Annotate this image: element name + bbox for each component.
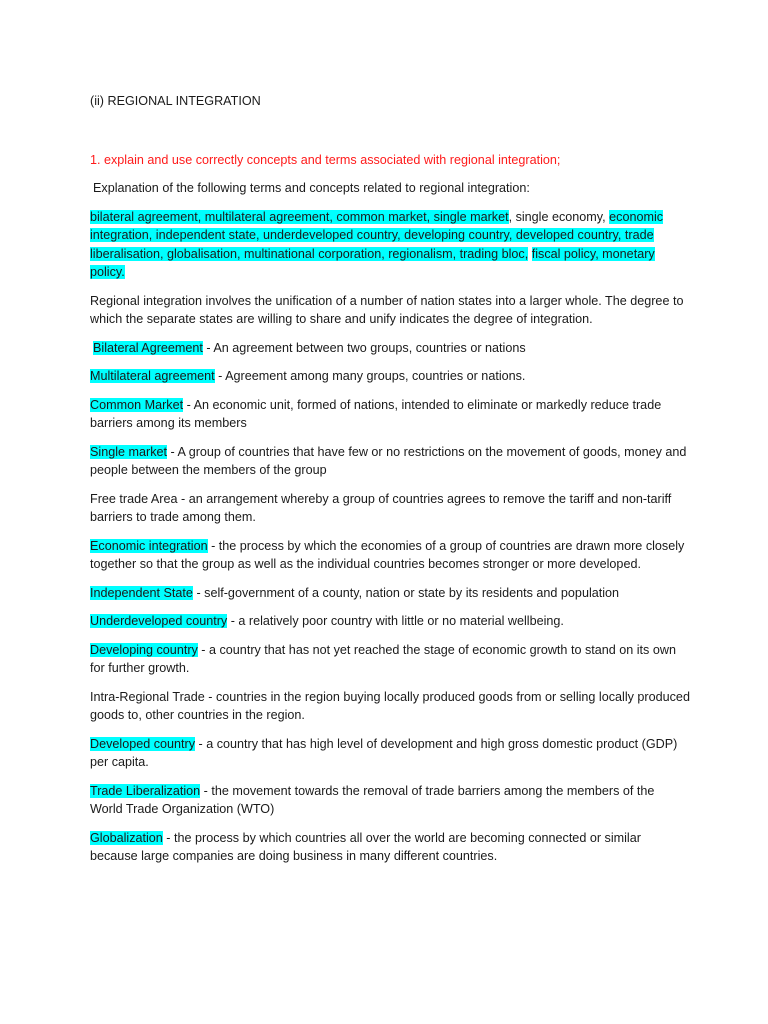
definition-term: Free trade Area [90,491,178,506]
definition-free-trade-area [90,490,690,527]
highlighted-terms-2: economic integration, independent state, underdeveloped country, developing country, developed country, trade liberalisation, globalisation, multinational corporation, regionalism, trading bloc, [90,209,664,261]
definition-text: - An economic unit, formed of nations, intended to eliminate or markedly reduce trade barriers among its members [90,397,662,430]
definition-text: - an arrangement whereby a group of countries agrees to remove the tariff and non-tariff barriers to trade among them. [90,491,672,524]
definition-term: Bilateral Agreement [93,340,203,355]
definition-text: - a relatively poor country with little or no material wellbeing. [227,614,564,628]
definition-term: Multilateral agreement [90,369,215,383]
intro-text: Explanation of the following terms and concepts related to regional integration: [93,181,530,195]
definition-text: - self-government of a county, nation or state by its residents and population [192,585,620,600]
plain-terms: , single economy, [508,209,610,224]
definition-term: Independent State [90,585,193,600]
definition-underdeveloped-country [90,612,690,631]
definition-intra-regional-trade [90,688,690,725]
definition-term: Intra-Regional Trade [90,689,205,704]
section-heading: (ii) REGIONAL INTEGRATION [90,94,261,108]
highlighted-terms-3: fiscal policy, monetary policy. [90,246,655,279]
learning-objective: 1. explain and use correctly concepts and terms associated with regional integration; [90,152,561,167]
definition-bilateral [93,339,690,358]
definition-text: - Agreement among many groups, countries or nations. [214,369,526,383]
definition-developing-country [90,641,690,678]
definition-term: Trade Liberalization [90,783,201,798]
term-list-paragraph [90,208,690,282]
definition-trade-liberalization [90,782,690,819]
overview-paragraph: Regional integration involves the unification of a number of nation states into a larger whole. The degree to which the separate states are willing to share and unify indicates the degree of integration. [90,293,684,326]
definition-single-market [90,443,690,480]
definition-text: - the process by which countries all over the world are becoming connected or similar because large companies are doing business in many different countries. [90,830,641,863]
definition-common-market [90,396,690,433]
definition-text: - countries in the region buying locally produced goods from or selling locally produced goods to, other countries in the region. [90,689,690,722]
definition-term: Globalization [90,830,163,845]
definition-term: Developed country [90,736,196,751]
definition-independent-state [90,584,690,603]
definition-term: Common Market [90,397,184,412]
definition-text: - the process by which the economies of a group of countries are drawn more closely together so that the group as well as the individual countries becomes stronger or more developed. [90,538,685,571]
definition-text: - a country that has not yet reached the stage of economic growth to stand on its own for further growth. [90,642,676,675]
definition-term: Single market [90,444,167,459]
document-page [90,92,690,876]
definition-multilateral [90,367,690,386]
definition-term: Economic integration [90,538,208,553]
definition-term: Developing country [90,642,198,657]
definition-text: - A group of countries that have few or no restrictions on the movement of goods, money and people between the members of the group [90,444,687,477]
highlighted-terms-1: bilateral agreement, multilateral agreement, common market, single market [90,209,509,224]
definition-text: - the movement towards the removal of trade barriers among the members of the World Trade Organization (WTO) [90,783,655,816]
definition-globalization [90,829,690,866]
definition-developed-country [90,735,690,772]
definition-text: - An agreement between two groups, countries or nations [202,340,526,355]
definition-term: Underdeveloped country [90,614,228,628]
definition-text: - a country that has high level of development and high gross domestic product (GDP) per capita. [90,736,678,769]
definition-economic-integration [90,537,690,574]
